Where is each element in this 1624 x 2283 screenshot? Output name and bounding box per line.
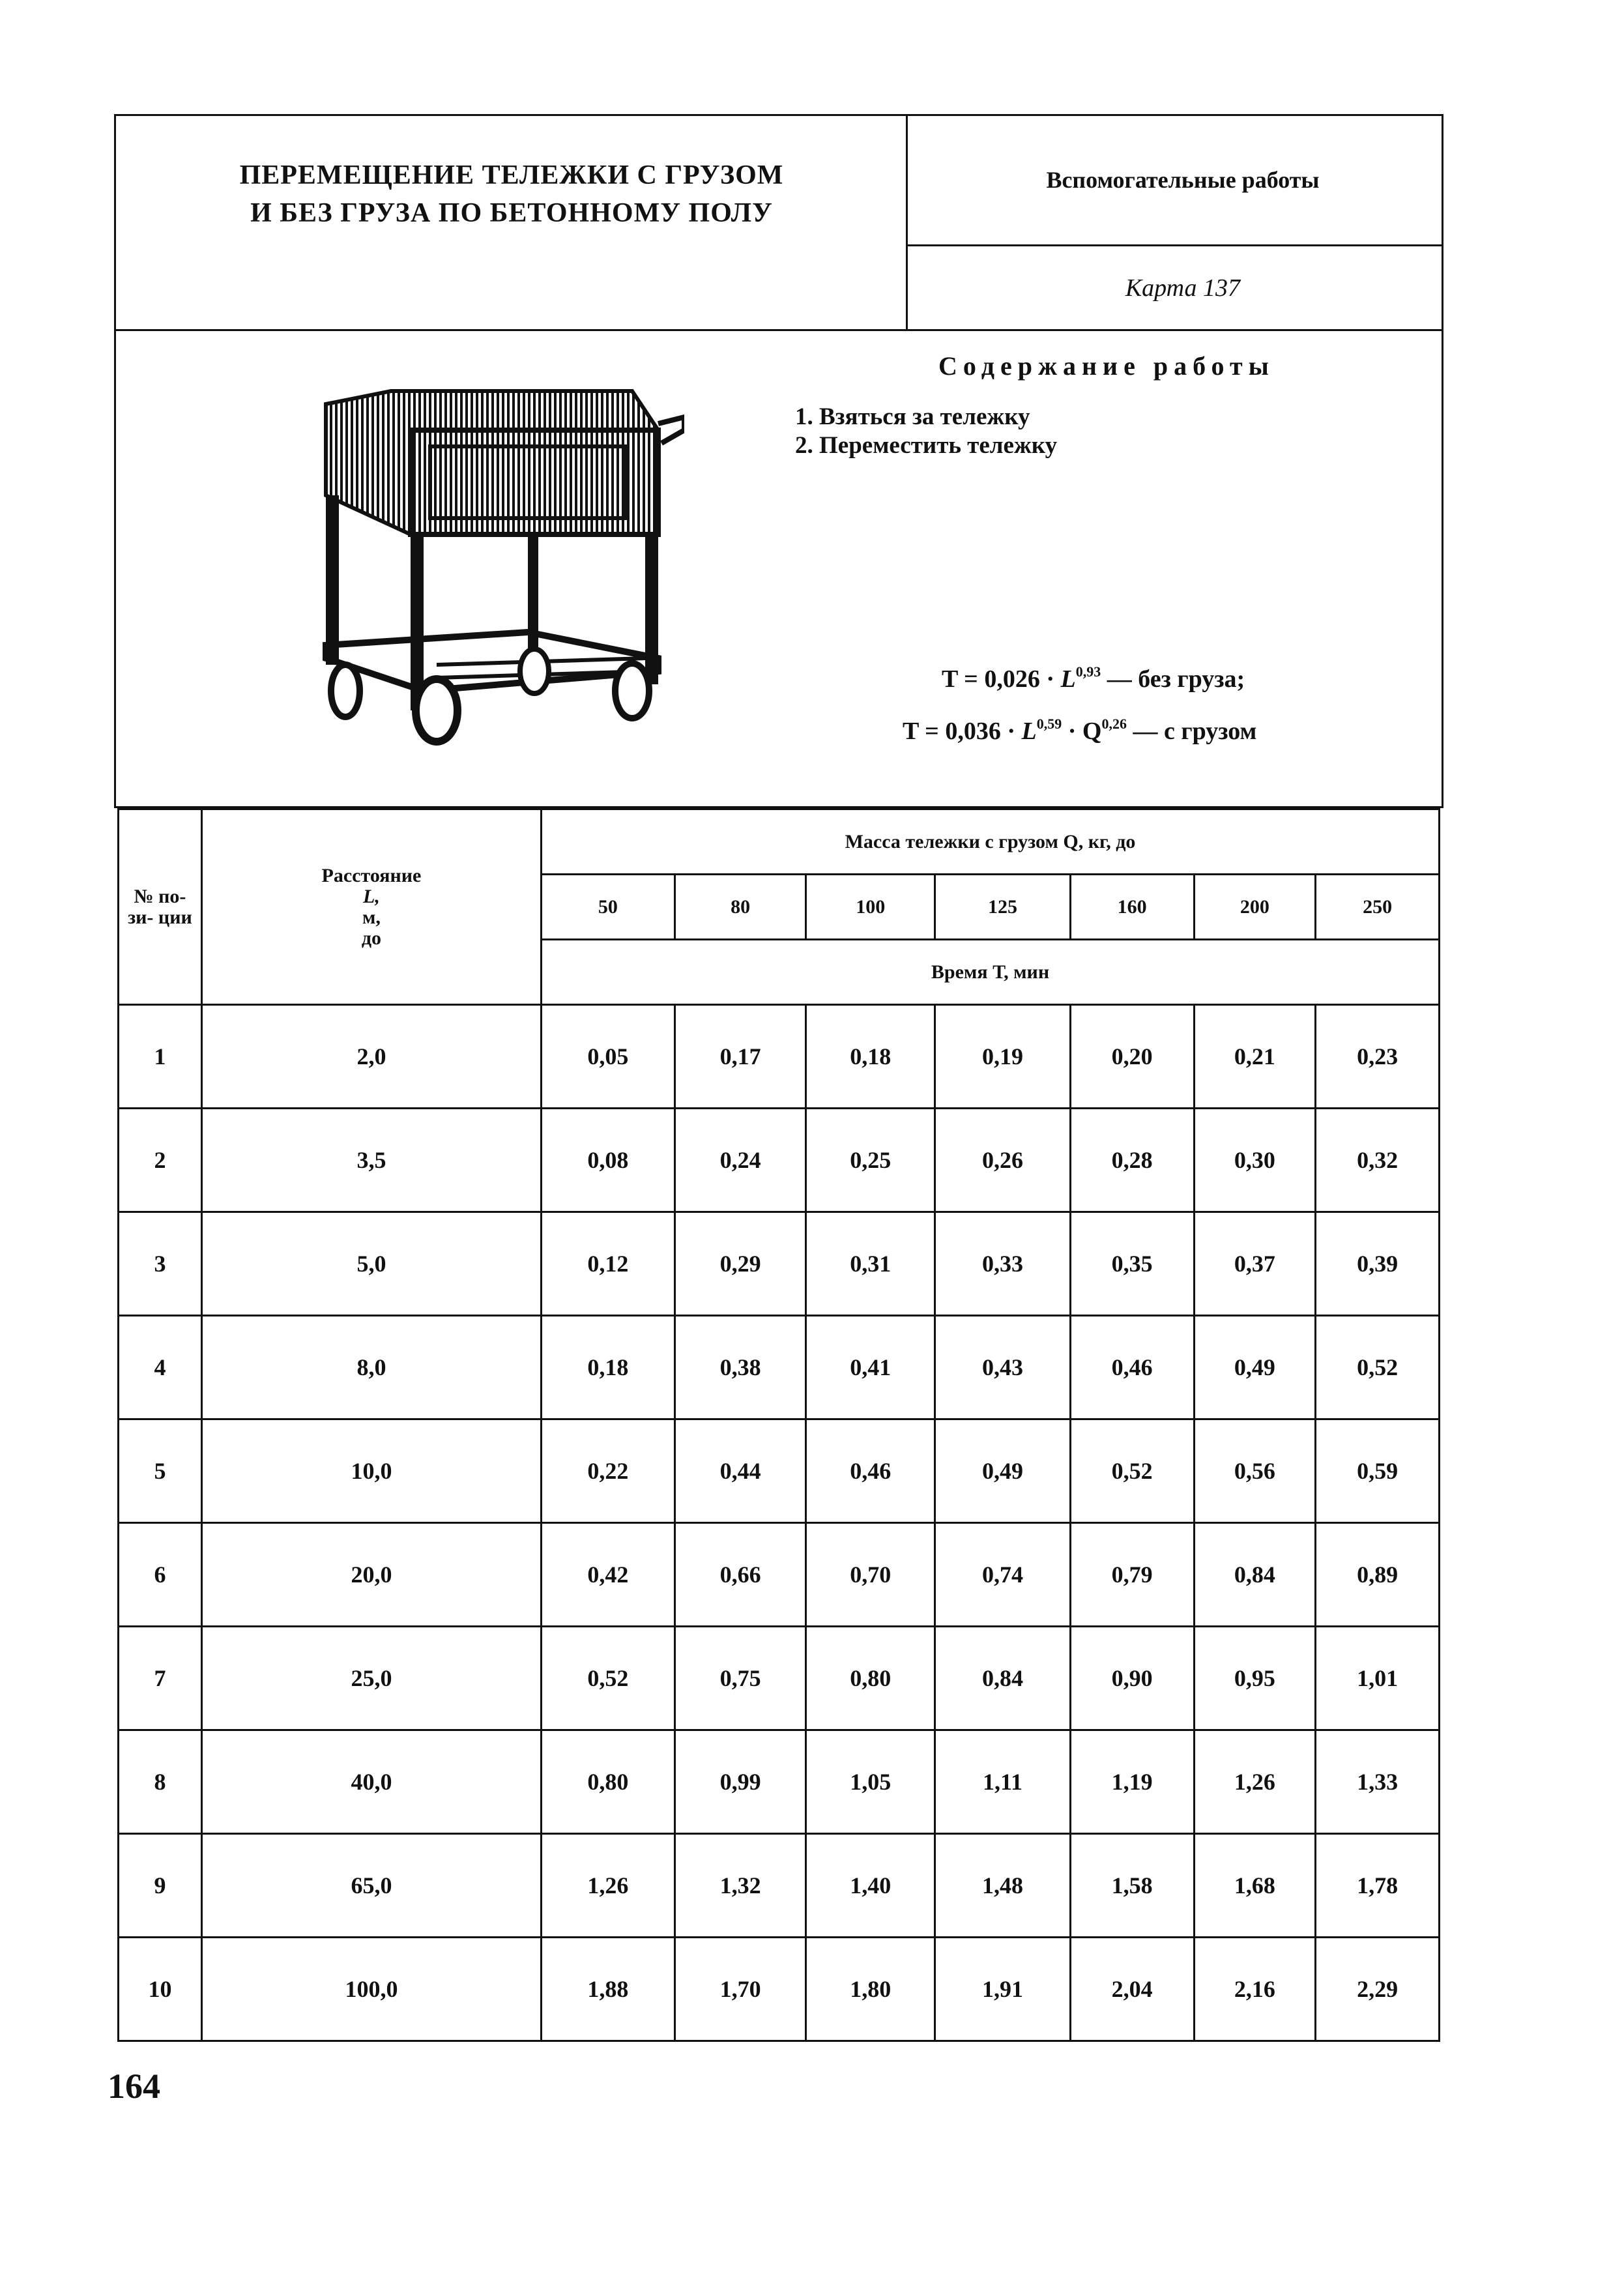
time-cell: 0,59 xyxy=(1316,1419,1440,1523)
mass-value: 250 xyxy=(1316,875,1440,940)
position-cell: 2 xyxy=(119,1109,202,1212)
mass-value: 100 xyxy=(806,875,935,940)
mass-value: 80 xyxy=(674,875,806,940)
content-title: Содержание работы xyxy=(938,351,1275,381)
time-cell: 1,70 xyxy=(674,1938,806,2041)
time-cell: 0,42 xyxy=(542,1523,675,1627)
time-cell: 0,56 xyxy=(1194,1419,1316,1523)
time-cell: 0,18 xyxy=(806,1005,935,1109)
distance-cell: 100,0 xyxy=(201,1938,541,2041)
time-cell: 0,12 xyxy=(542,1212,675,1316)
table-row xyxy=(119,1316,1440,1419)
distance-cell: 40,0 xyxy=(201,1730,541,1834)
table-row xyxy=(119,1938,1440,2041)
time-cell: 0,20 xyxy=(1070,1005,1194,1109)
steps-list xyxy=(795,403,1057,460)
table-row xyxy=(119,1834,1440,1938)
page-title xyxy=(117,156,906,232)
time-cell: 1,91 xyxy=(935,1938,1071,2041)
formula-mid: · Q xyxy=(1062,718,1102,745)
time-cell: 0,74 xyxy=(935,1523,1071,1627)
distance-header xyxy=(201,809,541,1005)
time-cell: 1,48 xyxy=(935,1834,1071,1938)
formula-with-load xyxy=(903,716,1256,746)
title-line-1: ПЕРЕМЕЩЕНИЕ ТЕЛЕЖКИ С ГРУЗОМ xyxy=(239,160,784,190)
time-cell: 0,84 xyxy=(935,1627,1071,1730)
time-cell: 1,01 xyxy=(1316,1627,1440,1730)
table-row xyxy=(119,1419,1440,1523)
time-cell: 0,66 xyxy=(674,1523,806,1627)
mass-value: 50 xyxy=(542,875,675,940)
header-vertical-divider xyxy=(906,114,908,331)
formula-var: L xyxy=(1021,718,1037,745)
position-cell: 7 xyxy=(119,1627,202,1730)
card-number: Карта 137 xyxy=(1125,274,1241,302)
time-cell: 1,58 xyxy=(1070,1834,1194,1938)
time-cell: 0,89 xyxy=(1316,1523,1440,1627)
time-cell: 0,31 xyxy=(806,1212,935,1316)
table-row xyxy=(119,1212,1440,1316)
distance-cell: 3,5 xyxy=(201,1109,541,1212)
position-cell: 8 xyxy=(119,1730,202,1834)
time-cell: 0,26 xyxy=(935,1109,1071,1212)
time-cell: 0,75 xyxy=(674,1627,806,1730)
norms-table xyxy=(117,808,1440,2042)
section-divider xyxy=(906,244,1443,246)
time-header: Время Т, мин xyxy=(542,940,1440,1005)
table-row xyxy=(119,1005,1440,1109)
distance-cell: 25,0 xyxy=(201,1627,541,1730)
time-cell: 1,88 xyxy=(542,1938,675,2041)
time-cell: 0,37 xyxy=(1194,1212,1316,1316)
position-cell: 9 xyxy=(119,1834,202,1938)
time-cell: 0,52 xyxy=(542,1627,675,1730)
position-cell: 4 xyxy=(119,1316,202,1419)
position-cell: 10 xyxy=(119,1938,202,2041)
distance-cell: 65,0 xyxy=(201,1834,541,1938)
distance-up: до xyxy=(361,927,382,949)
distance-label: Расстояние xyxy=(321,864,422,886)
position-header: № по- зи- ции xyxy=(119,809,202,1005)
distance-cell: 5,0 xyxy=(201,1212,541,1316)
position-cell: 6 xyxy=(119,1523,202,1627)
time-cell: 0,21 xyxy=(1194,1005,1316,1109)
step-item: 1. Взяться за тележку xyxy=(795,403,1030,430)
formula-exp: 0,26 xyxy=(1101,716,1127,732)
time-cell: 0,38 xyxy=(674,1316,806,1419)
position-cell: 5 xyxy=(119,1419,202,1523)
time-cell: 0,99 xyxy=(674,1730,806,1834)
time-cell: 1,68 xyxy=(1194,1834,1316,1938)
table-row xyxy=(119,1523,1440,1627)
section-label: Вспомогательные работы xyxy=(1046,167,1320,193)
time-cell: 1,26 xyxy=(542,1834,675,1938)
distance-cell: 2,0 xyxy=(201,1005,541,1109)
table-row xyxy=(119,1627,1440,1730)
time-cell: 0,22 xyxy=(542,1419,675,1523)
formula-exp: 0,59 xyxy=(1036,716,1062,732)
time-cell: 0,43 xyxy=(935,1316,1071,1419)
time-cell: 0,05 xyxy=(542,1005,675,1109)
cart-illustration xyxy=(319,385,684,749)
time-cell: 0,46 xyxy=(1070,1316,1194,1419)
time-cell: 0,52 xyxy=(1070,1419,1194,1523)
time-cell: 1,11 xyxy=(935,1730,1071,1834)
time-cell: 0,46 xyxy=(806,1419,935,1523)
time-cell: 0,30 xyxy=(1194,1109,1316,1212)
page-number: 164 xyxy=(108,2067,160,2106)
time-cell: 0,25 xyxy=(806,1109,935,1212)
time-cell: 0,29 xyxy=(674,1212,806,1316)
distance-cell: 20,0 xyxy=(201,1523,541,1627)
distance-var: L, xyxy=(363,885,380,907)
distance-cell: 10,0 xyxy=(201,1419,541,1523)
table-body xyxy=(119,1005,1440,2041)
time-cell: 0,80 xyxy=(542,1730,675,1834)
formula-suffix: — с грузом xyxy=(1126,718,1257,745)
formula-no-load xyxy=(942,663,1245,693)
time-cell: 0,52 xyxy=(1316,1316,1440,1419)
time-cell: 0,49 xyxy=(1194,1316,1316,1419)
time-cell: 0,41 xyxy=(806,1316,935,1419)
mass-value: 200 xyxy=(1194,875,1316,940)
time-cell: 0,35 xyxy=(1070,1212,1194,1316)
time-cell: 0,32 xyxy=(1316,1109,1440,1212)
time-cell: 0,19 xyxy=(935,1005,1071,1109)
header-divider xyxy=(114,329,1443,331)
step-item: 2. Переместить тележку xyxy=(795,432,1058,459)
title-line-2: И БЕЗ ГРУЗА ПО БЕТОННОМУ ПОЛУ xyxy=(250,198,773,228)
time-cell: 0,80 xyxy=(806,1627,935,1730)
time-cell: 0,24 xyxy=(674,1109,806,1212)
time-cell: 2,29 xyxy=(1316,1938,1440,2041)
distance-unit: м, xyxy=(362,906,381,928)
time-cell: 0,33 xyxy=(935,1212,1071,1316)
time-cell: 2,16 xyxy=(1194,1938,1316,2041)
time-cell: 1,40 xyxy=(806,1834,935,1938)
position-cell: 3 xyxy=(119,1212,202,1316)
time-cell: 0,18 xyxy=(542,1316,675,1419)
time-cell: 0,79 xyxy=(1070,1523,1194,1627)
formula-exp: 0,93 xyxy=(1075,663,1101,680)
time-cell: 0,28 xyxy=(1070,1109,1194,1212)
time-cell: 1,05 xyxy=(806,1730,935,1834)
formula-prefix: T = 0,026 · xyxy=(942,665,1061,693)
time-cell: 0,95 xyxy=(1194,1627,1316,1730)
time-cell: 1,32 xyxy=(674,1834,806,1938)
mass-header: Масса тележки с грузом Q, кг, до xyxy=(542,809,1440,875)
formula-prefix: T = 0,036 · xyxy=(903,718,1022,745)
time-cell: 0,84 xyxy=(1194,1523,1316,1627)
time-cell: 0,08 xyxy=(542,1109,675,1212)
mass-value: 125 xyxy=(935,875,1071,940)
time-cell: 0,39 xyxy=(1316,1212,1440,1316)
time-cell: 2,04 xyxy=(1070,1938,1194,2041)
table-row xyxy=(119,1109,1440,1212)
formula-suffix: — без груза; xyxy=(1101,665,1245,693)
mass-value: 160 xyxy=(1070,875,1194,940)
time-cell: 1,80 xyxy=(806,1938,935,2041)
time-cell: 1,19 xyxy=(1070,1730,1194,1834)
position-cell: 1 xyxy=(119,1005,202,1109)
time-cell: 0,17 xyxy=(674,1005,806,1109)
time-cell: 0,70 xyxy=(806,1523,935,1627)
time-cell: 1,33 xyxy=(1316,1730,1440,1834)
time-cell: 0,90 xyxy=(1070,1627,1194,1730)
distance-cell: 8,0 xyxy=(201,1316,541,1419)
time-cell: 0,23 xyxy=(1316,1005,1440,1109)
time-cell: 1,78 xyxy=(1316,1834,1440,1938)
time-cell: 0,49 xyxy=(935,1419,1071,1523)
time-cell: 1,26 xyxy=(1194,1730,1316,1834)
formula-var: L xyxy=(1060,665,1076,693)
time-cell: 0,44 xyxy=(674,1419,806,1523)
table-row xyxy=(119,1730,1440,1834)
